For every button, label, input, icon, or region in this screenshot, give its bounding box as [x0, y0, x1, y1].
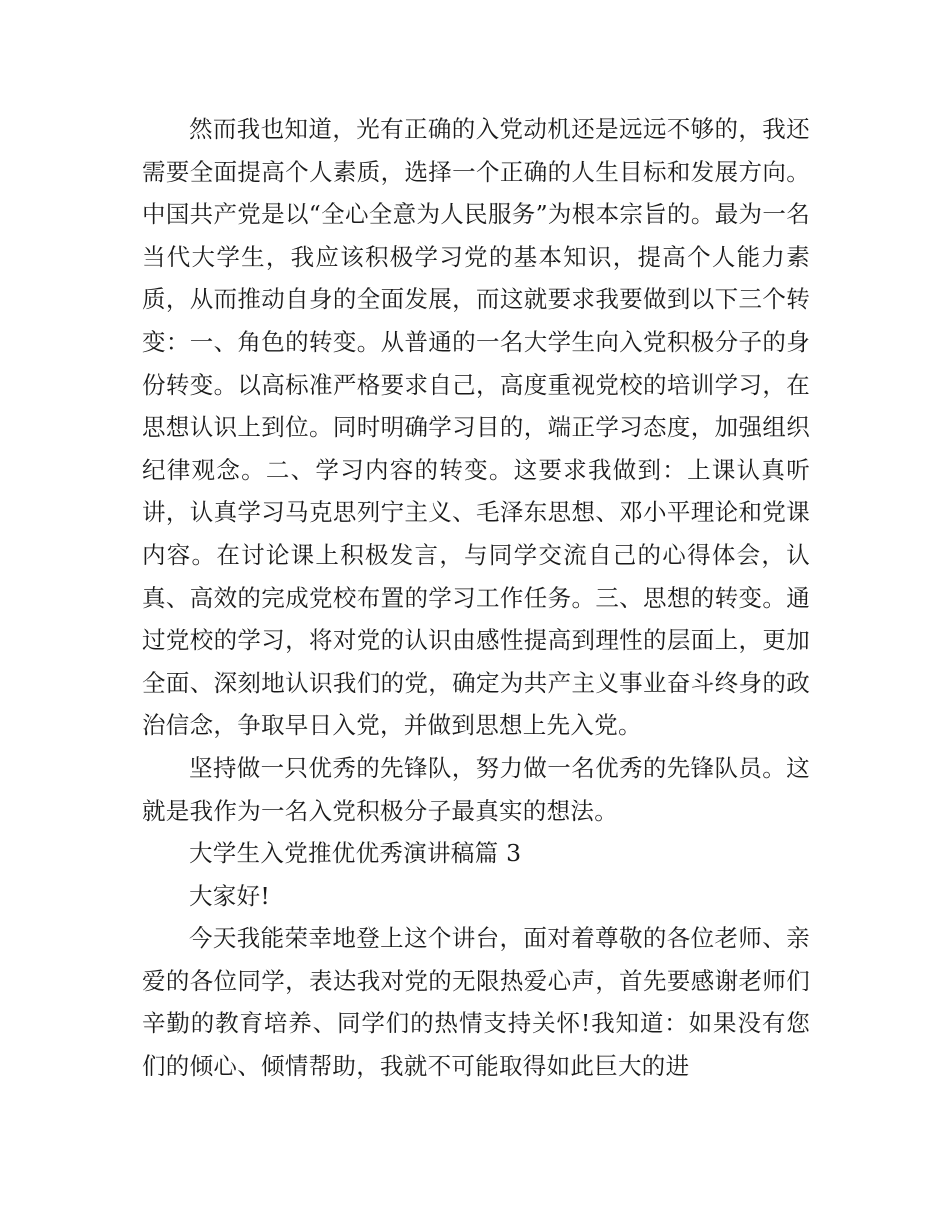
greeting: 大家好! — [189, 881, 271, 910]
paragraph-vanguard: 坚持做一只优秀的先锋队，努力做一名优秀的先锋队员。这就是我作为一名入党积极分子最真实的想法。 — [142, 753, 810, 825]
section-heading: 大学生入党推优优秀演讲稿篇 3 — [189, 839, 522, 868]
paragraph-motivation: 然而我也知道，光有正确的入党动机还是远远不够的，我还需要全面提高个人素质，选择一个正确的人生目标和发展方向。中国共产党是以“全心全意为人民服务”为根本宗旨的。最为一名当代大学生，我应该积极学习党的基本知识，提高个人能力素质，从而推动自身的全面发展，而这就要求我要做到以下三个转变：一、角色的转变。从普通的一名大学生向入党积极分子的身份转变。以高标准严格要求自己，高度重视党校的培训学习，在思想认识上到位。同时明确学习目的，端正学习态度，加强组织纪律观念。二、学习内容的转变。这要求我做到：上课认真听讲，认真学习马克思列宁主义、毛泽东思想、邓小平理论和党课内容。在讨论课上积极发言，与同学交流自己的心得体会，认真、高效的完成党校布置的学习工作任务。三、思想的转变。通过党校的学习，将对党的认识由感性提高到理性的层面上，更加全面、深刻地认识我们的党，确定为共产主义事业奋斗终身的政治信念，争取早日入党，并做到思想上先入党。 — [142, 115, 810, 740]
document-body — [142, 108, 810, 1088]
paragraph-speech-opening: 今天我能荣幸地登上这个讲台，面对着尊敬的各位老师、亲爱的各位同学，表达我对党的无限热爱心声，首先要感谢老师们辛勤的教育培养、同学们的热情支持关怀!我知道：如果没有您们的倾心、倾情帮助，我就不可能取得如此巨大的进 — [142, 924, 810, 1081]
